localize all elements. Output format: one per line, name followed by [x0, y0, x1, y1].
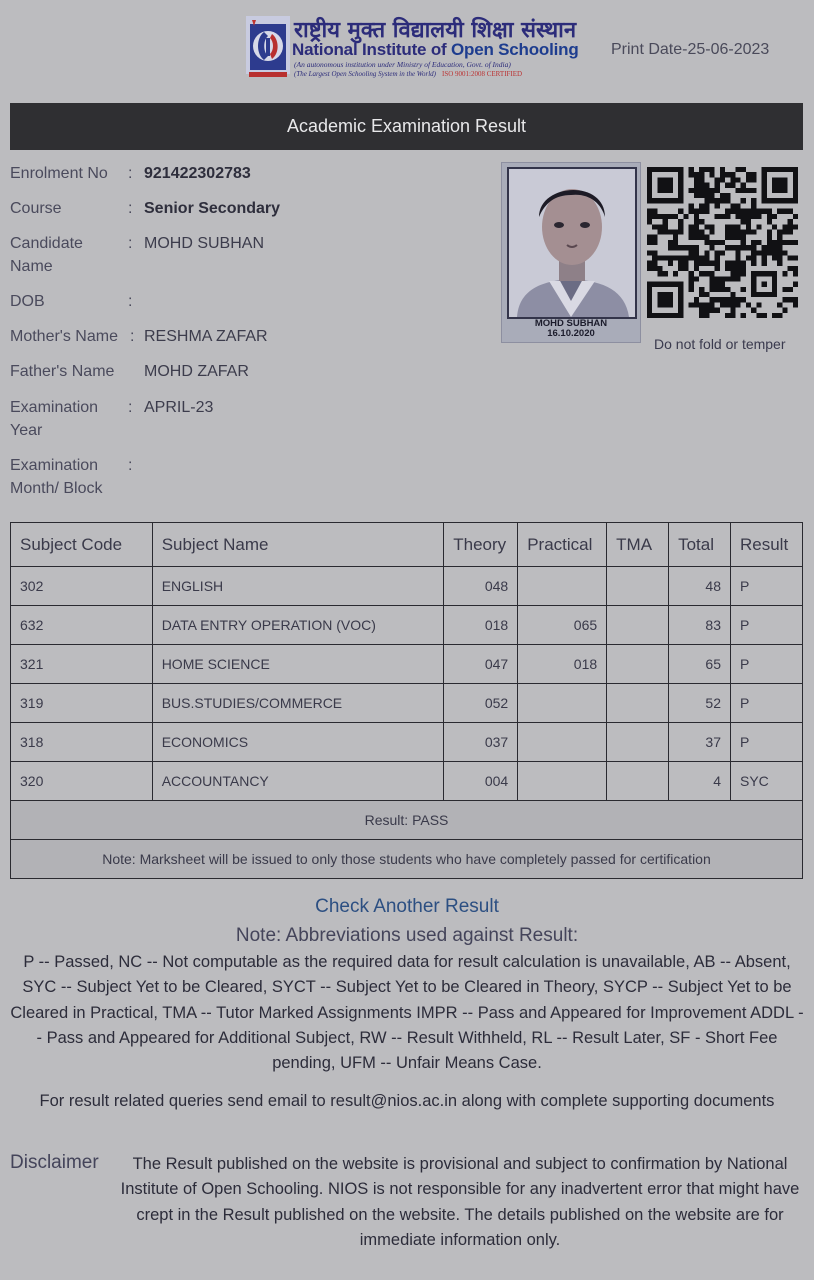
- detail-value: 921422302783: [144, 165, 251, 182]
- institute-name-part1: National Institute of: [292, 40, 451, 59]
- cell-tma: [607, 567, 669, 606]
- cell-result: P: [731, 645, 803, 684]
- cell-theory: 047: [444, 645, 518, 684]
- cell-code: 321: [11, 645, 153, 684]
- qr-code-icon: [647, 167, 798, 318]
- cell-practical: 018: [518, 645, 607, 684]
- table-row: [11, 606, 803, 645]
- result-summary: Result: PASS: [11, 801, 803, 840]
- disclaimer-text: The Result published on the website is provisional and subject to confirmation by National Institute of Open Schooling. NIOS is not responsible for any inadvertent error that might have crept in the Result published on the website. The details published on the website are for immediate information only.: [120, 1155, 800, 1249]
- cell-total: 4: [669, 762, 731, 801]
- table-row: [11, 684, 803, 723]
- cell-tma: [607, 762, 669, 801]
- cell-practical: [518, 567, 607, 606]
- header-subject-code: Subject Code: [11, 523, 153, 567]
- cell-code: 320: [11, 762, 153, 801]
- cell-result: P: [731, 606, 803, 645]
- detail-value: MOHD SUBHAN: [144, 235, 265, 252]
- page-header: [0, 0, 814, 100]
- detail-label: Examination Year: [10, 399, 99, 439]
- table-row: [11, 762, 803, 801]
- marks-table: [10, 522, 803, 879]
- portrait-icon: [509, 169, 635, 317]
- header-total: Total: [669, 523, 731, 567]
- cell-code: 319: [11, 684, 153, 723]
- header-theory: Theory: [444, 523, 518, 567]
- nios-logo: [246, 16, 602, 82]
- institute-tagline-2: [294, 70, 522, 78]
- detail-label: DOB: [10, 293, 45, 310]
- detail-value: RESHMA ZAFAR: [144, 328, 268, 345]
- cell-practical: [518, 723, 607, 762]
- institute-name-part2: Open Schooling: [450, 40, 579, 59]
- institute-tagline-1: (An autonomous institution under Ministry of Education, Govt. of India): [294, 60, 511, 69]
- detail-label: Mother's Name: [10, 328, 118, 345]
- abbreviations-text: P -- Passed, NC -- Not computable as the required data for result calculation is unavailable, AB -- Absent, SYC -- Subject Yet to be Cleared, SYCT -- Subject Yet to be Cleared in Theory, SYCP -- Subject Yet to be Cleared in Practical, TMA -- Tutor Marked Assignments IMPR -- Pass and Appeared for Improvement ADDL -- Pass and Appeared for Additional Subject, RW -- Result Withheld, RL -- Result Later, SF - Short Fee pending, UFM -- Unfair Means Case.: [10, 953, 804, 1073]
- marksheet-note: Note: Marksheet will be issued to only those students who have completely passed for certification: [11, 840, 803, 879]
- cell-tma: [607, 645, 669, 684]
- cell-total: 65: [669, 645, 731, 684]
- institute-name: [292, 40, 579, 60]
- table-row: [11, 567, 803, 606]
- detail-label: Enrolment No: [10, 165, 108, 182]
- cell-subject: ECONOMICS: [152, 723, 444, 762]
- candidate-photo: [501, 162, 641, 343]
- table-row: [11, 645, 803, 684]
- cell-tma: [607, 606, 669, 645]
- cell-total: 83: [669, 606, 731, 645]
- table-row: [11, 723, 803, 762]
- cell-tma: [607, 723, 669, 762]
- photo-caption: [502, 319, 640, 339]
- table-header-row: [11, 523, 803, 567]
- cell-subject: ACCOUNTANCY: [152, 762, 444, 801]
- detail-value: Senior Secondary: [144, 200, 281, 217]
- cell-total: 52: [669, 684, 731, 723]
- header-tma: TMA: [607, 523, 669, 567]
- photo-frame: [507, 167, 637, 319]
- cell-result: SYC: [731, 762, 803, 801]
- cell-theory: 052: [444, 684, 518, 723]
- tagline-2-text: (The Largest Open Schooling System in the World): [294, 70, 436, 78]
- cell-result: P: [731, 684, 803, 723]
- cell-total: 48: [669, 567, 731, 606]
- disclaimer-label: Disclaimer: [10, 1152, 99, 1173]
- cell-code: 632: [11, 606, 153, 645]
- cell-practical: [518, 684, 607, 723]
- cell-practical: 065: [518, 606, 607, 645]
- iso-certification: ISO 9001:2008 CERTIFIED: [442, 70, 523, 78]
- cell-theory: 048: [444, 567, 518, 606]
- detail-value: MOHD ZAFAR: [144, 363, 249, 380]
- cell-subject: HOME SCIENCE: [152, 645, 444, 684]
- cell-practical: [518, 762, 607, 801]
- detail-label: Course: [10, 200, 62, 217]
- note-row: [11, 840, 803, 879]
- header-practical: Practical: [518, 523, 607, 567]
- cell-subject: BUS.STUDIES/COMMERCE: [152, 684, 444, 723]
- cell-theory: 004: [444, 762, 518, 801]
- photo-caption-date: 16.10.2020: [547, 328, 595, 339]
- cell-code: 302: [11, 567, 153, 606]
- fold-note: Do not fold or temper: [654, 336, 786, 352]
- cell-total: 37: [669, 723, 731, 762]
- detail-value: APRIL-23: [144, 399, 214, 416]
- cell-theory: 018: [444, 606, 518, 645]
- cell-theory: 037: [444, 723, 518, 762]
- cell-code: 318: [11, 723, 153, 762]
- cell-subject: DATA ENTRY OPERATION (VOC): [152, 606, 444, 645]
- nios-emblem-icon: [246, 16, 290, 78]
- page-title: Academic Examination Result: [10, 103, 803, 150]
- cell-subject: ENGLISH: [152, 567, 444, 606]
- cell-tma: [607, 684, 669, 723]
- header-subject-name: Subject Name: [152, 523, 444, 567]
- result-row: [11, 801, 803, 840]
- print-date: Print Date-25-06-2023: [611, 41, 770, 58]
- header-result: Result: [731, 523, 803, 567]
- cell-result: P: [731, 723, 803, 762]
- detail-label: Examination Month/ Block: [10, 457, 103, 497]
- photo-caption-name: MOHD SUBHAN: [534, 318, 608, 329]
- detail-label: Father's Name: [10, 363, 115, 380]
- institute-hindi-name: राष्ट्रीय मुक्त विद्यालयी शिक्षा संस्थान: [294, 18, 577, 43]
- cell-result: P: [731, 567, 803, 606]
- abbreviations-title: Note: Abbreviations used against Result:: [235, 925, 579, 946]
- detail-label: Candidate Name: [10, 235, 83, 275]
- check-another-result-link[interactable]: Check Another Result: [315, 896, 499, 917]
- queries-note: For result related queries send email to result@nios.ac.in along with complete supporting documents: [39, 1092, 775, 1110]
